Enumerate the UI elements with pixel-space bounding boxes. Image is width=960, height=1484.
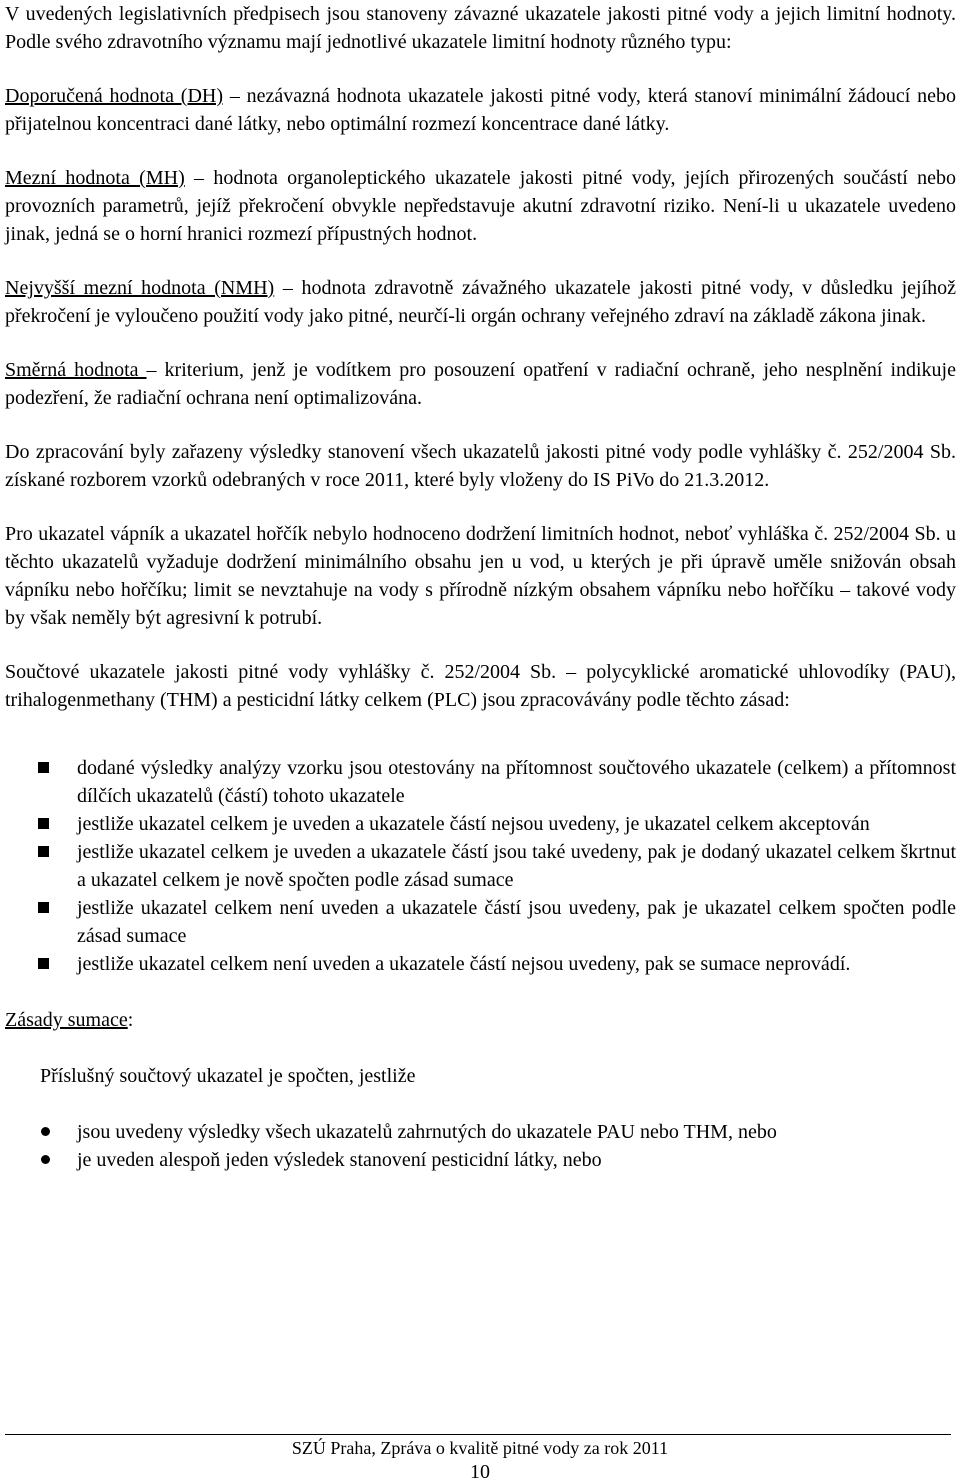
- footer-divider: [5, 1434, 951, 1435]
- rules-list: [5, 754, 956, 978]
- list-item: jestliže ukazatel celkem není uveden a ukazatele částí nejsou uvedeny, pak se sumace neprovádí.: [5, 950, 956, 978]
- definition-text: – nezávazná hodnota ukazatele jakosti pitné vody, která stanoví minimální žádoucí nebo přijatelnou koncentraci dané látky, nebo optimální rozmezí koncentrace dané látky.: [5, 85, 956, 135]
- sum-intro: Příslušný součtový ukazatel je spočten, jestliže: [40, 1065, 416, 1087]
- definition-text: – hodnota organoleptického ukazatele jakosti pitné vody, jejích přirozených součástí nebo provozních parametrů, jejíž překročení obvykle nepředstavuje akutní zdravotní riziko. Není-li u ukazatele uvedeno jinak, jedná se o horní hranici rozmezí přípustných hodnot.: [5, 167, 957, 245]
- list-item: jestliže ukazatel celkem je uveden a ukazatele částí nejsou uvedeny, je ukazatel celkem akceptován: [5, 810, 956, 838]
- list-item: jestliže ukazatel celkem je uveden a ukazatele částí jsou také uvedeny, pak je dodaný ukazatel celkem škrtnut a ukazatel celkem je nově spočten podle zásad sumace: [5, 838, 956, 894]
- definition-term: Mezní hodnota (MH): [5, 167, 185, 189]
- definition-nmh: [5, 274, 956, 330]
- sum-rules-heading: Zásady sumace:: [5, 1009, 134, 1031]
- calcium-paragraph: Pro ukazatel vápník a ukazatel hořčík nebylo hodnoceno dodržení limitních hodnot, neboť vyhláška č. 252/2004 Sb. u těchto ukazatelů vyžaduje dodržení minimálního obsahu jen u vod, u kterých je při úpravě uměle snižován obsah vápníku nebo hořčíku; limit se nevztahuje na vody s přírodně nízkým obsahem vápníku nebo hořčíku – takové vody by však neměly být agresivní k potrubí.: [5, 523, 956, 629]
- heading-text: Zásady sumace: [5, 1009, 128, 1031]
- definition-term: Doporučená hodnota (DH): [5, 85, 223, 107]
- list-item: je uveden alespoň jeden výsledek stanovení pesticidní látky, nebo: [5, 1146, 956, 1174]
- list-item: jsou uvedeny výsledky všech ukazatelů zahrnutých do ukazatele PAU nebo THM, nebo: [5, 1118, 956, 1146]
- definition-term: Nejvyšší mezní hodnota (NMH): [5, 277, 275, 299]
- document-page: [5, 0, 956, 1174]
- definition-smerna: [5, 356, 956, 412]
- definition-text: – kriterium, jenž je vodítkem pro posouzení opatření v radiační ochraně, jeho nesplnění indikuje podezření, že radiační ochrana není optimalizována.: [5, 359, 956, 409]
- list-item: jestliže ukazatel celkem není uveden a ukazatele částí jsou uvedeny, pak je ukazatel celkem spočten podle zásad sumace: [5, 894, 956, 950]
- conditions-list: [5, 1118, 956, 1174]
- definition-term: Směrná hodnota: [5, 359, 147, 381]
- intro-paragraph: V uvedených legislativních předpisech jsou stanoveny závazné ukazatele jakosti pitné vody a jejich limitní hodnoty. Podle svého zdravotního významu mají jednotlivé ukazatele limitní hodnoty různého typu:: [5, 3, 956, 53]
- definition-text: – hodnota zdravotně závažného ukazatele jakosti pitné vody, v důsledku jejíhož překročení je vyloučeno použití vody jako pitné, neurčí-li orgán ochrany veřejného zdraví na základě zákona jinak.: [5, 277, 957, 327]
- definition-mh: [5, 164, 956, 248]
- processing-paragraph: Do zpracování byly zařazeny výsledky stanovení všech ukazatelů jakosti pitné vody podle vyhlášky č. 252/2004 Sb. získané rozborem vzorků odebraných v roce 2011, které byly vloženy do IS PiVo do 21.3.2012.: [5, 441, 956, 491]
- page-number: 10: [470, 1461, 490, 1483]
- definition-dh: [5, 82, 956, 138]
- list-item: dodané výsledky analýzy vzorku jsou otestovány na přítomnost součtového ukazatele (celkem) a přítomnost dílčích ukazatelů (částí) tohoto ukazatele: [5, 754, 956, 810]
- page-footer: SZÚ Praha, Zpráva o kvalitě pitné vody za rok 2011: [291, 1438, 669, 1458]
- sum-indicators-paragraph: Součtové ukazatele jakosti pitné vody vyhlášky č. 252/2004 Sb. – polycyklické aromatické uhlovodíky (PAU), trihalogenmethany (THM) a pesticidní látky celkem (PLC) jsou zpracovávány podle těchto zásad:: [5, 661, 956, 711]
